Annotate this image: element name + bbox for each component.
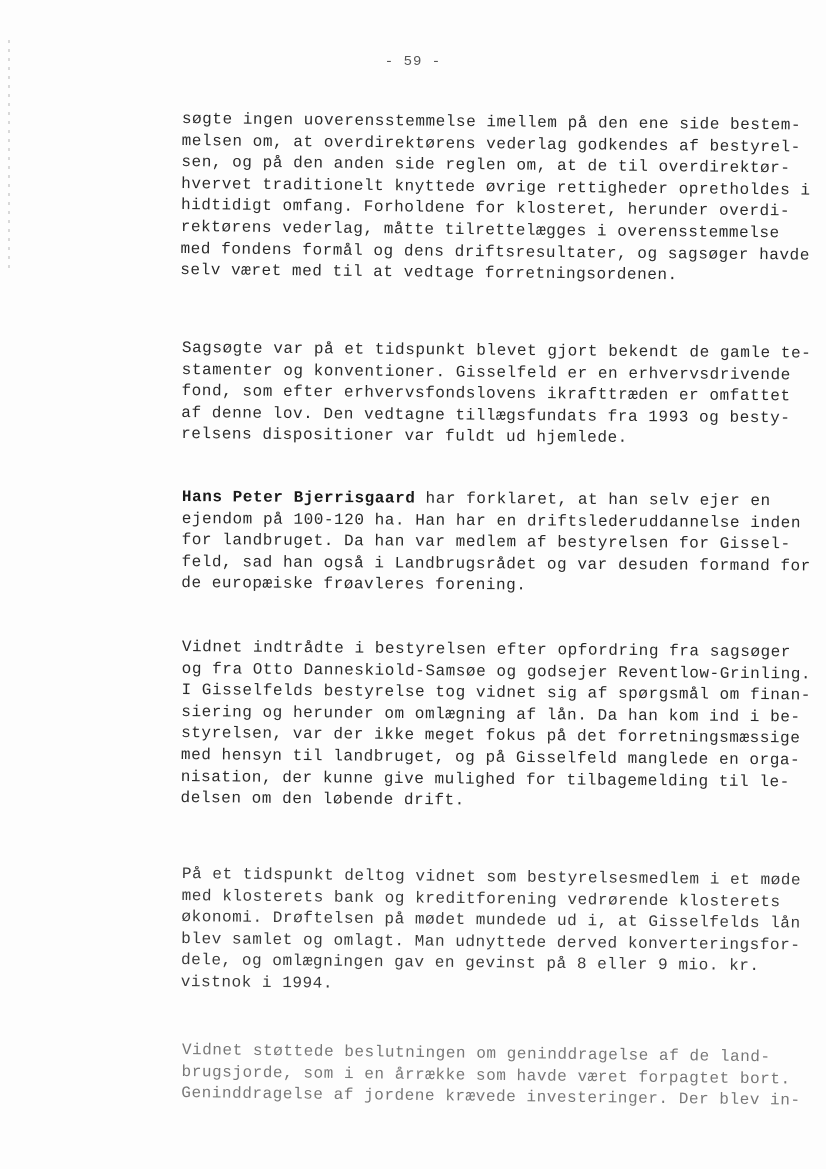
text-line: På et tidspunkt deltog vidnet som bestyrelsesmedlem i et møde [181,864,802,890]
text-line: siering og herunder om omlægning af lån. Da han kom ind i be- [181,702,801,727]
text-line: melsen om, at overdirektørens vederlag godkendes af bestyrel- [181,131,801,157]
text-line: delsen om den løbende drift. [180,789,465,810]
text-line: vistnok i 1994. [180,972,334,993]
text-line: dele, og omlægningen gav en gevinst på 8 eller 9 mio. kr. [180,951,760,976]
text-line: brugsjorde, som i en årrække som havde været forpagtet bort. [181,1062,791,1089]
binding-marks [8,40,10,270]
text-line: blev samlet og omlagt. Man udnyttede derved konverteringsfor- [181,929,801,955]
text-line: selv været med til at vedtage forretningsordenen. [180,261,678,285]
text-line: Vidnet støttede beslutningen om geninddragelse af de land- [181,1040,771,1067]
paragraph-4 [180,637,811,815]
text-line: relsens dispositioner var fuldt ud hjemlede. [181,425,628,448]
text-line: styrelsen, var der ikke meget fokus på det forretningsmæssige [181,724,801,748]
text-line: Vidnet indtrådte i bestyrelsen efter opfordring fra sagsøger [181,637,792,662]
text-line: stamenter og konventioner. Gisselfeld er en erhvervsdrivende [181,360,791,384]
paragraph-2 [181,338,812,451]
text-line: sen, og på den anden side reglen om, at de til overdirektør- [181,153,791,178]
page-number: - 59 - [384,54,442,70]
text-line: med klosterets bank og kreditforening vedrørende klosterets [181,886,781,911]
text-line: med fondens formål og dens driftsresultater, og sagsøger havde [180,239,811,265]
text-line: og fra Otto Danneskiold-Samsøe og godsejer Reventlow-Grinling. [181,659,812,684]
paragraph-5 [181,864,812,1000]
paragraph-6 [181,1040,812,1112]
text-line: søgte ingen uoverensstemmelse imellem på den ene side bestem- [181,109,802,135]
text-line: økonomi. Drøftelsen på mødet mundede ud i, at Gisselfelds lån [181,908,801,933]
text-line: Geninddragelse af jordene krævede investeringer. Der blev in- [181,1084,801,1110]
text-line: af denne lov. Den vedtagne tillægsfundats fra 1993 og besty- [181,403,791,428]
text-line: I Gisselfelds bestyrelse tog vidnet sig af spørgsmål om finan- [181,681,811,705]
text-line-rest: har forklaret, at han selv ejer en [415,489,771,511]
witness-name: Hans Peter Bjerrisgaard [181,487,416,508]
text-line: hvervet traditionelt knyttede øvrige rettigheder opretholdes i [181,174,811,200]
text-line: rektørens vederlag, måtte tilrettelægges i overensstemmelse [180,217,780,243]
text-line: ejendom på 100-120 ha. Han har en driftslederuddannelse inden [181,509,802,532]
text-line: nisation, der kunne give mulighed for tilbagemelding til le- [180,767,790,791]
text-line: de europæiske frøavleres forening. [181,574,527,595]
text-line: for landbruget. Da han var medlem af bestyrelsen for Gissel- [181,531,791,554]
paragraph-1 [180,109,812,288]
paragraph-3 [181,487,812,599]
text-line: Sagsøgte var på et tidspunkt blevet gjort bekendt de gamle te- [181,338,812,363]
text-line: feld, sad han også i Landbrugsrådet og var desuden formand for [181,552,811,576]
text-line: fond, som efter erhvervsfondslovens ikrafttræden er omfattet [181,382,791,406]
text-line: hidtidigt omfang. Forholdene for klosteret, herunder overdi- [180,196,791,221]
text-line: med hensyn til landbruget, og på Gisselfeld manglede en orga- [180,745,801,770]
